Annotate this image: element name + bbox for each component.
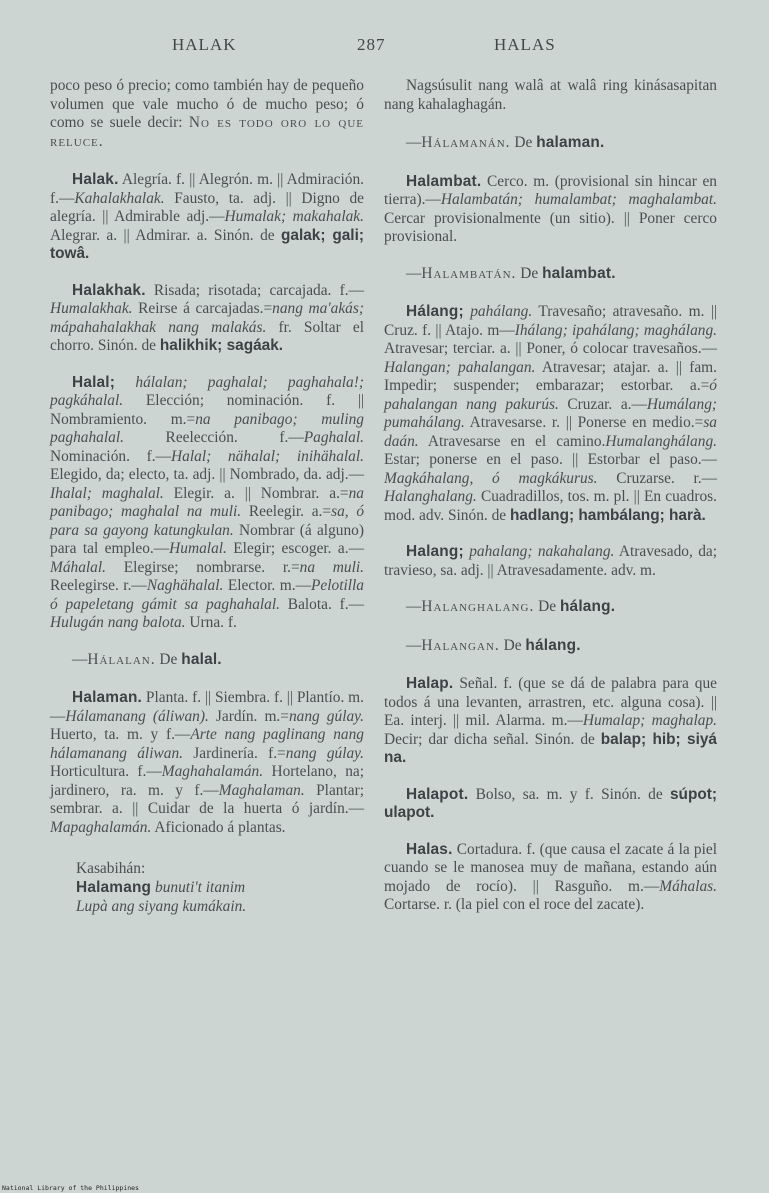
- cross-ref-halamanan: —Hálamanán. De halaman.: [406, 134, 605, 151]
- synonyms: balap; hib; siyá na.: [384, 730, 717, 766]
- entry-halapot: Halapot. Bolso, sa. m. y f. Sinón. de súpot; ulapot.: [384, 785, 717, 821]
- headword: Halak.: [72, 171, 119, 188]
- left-column: [50, 77, 364, 916]
- cross-ref-halalan: —Hálalan. De halal.: [72, 650, 222, 668]
- proverb-quote: No es todo oro lo que reluce.: [50, 114, 365, 150]
- scan-credit: National Library of the Philippines: [2, 1184, 139, 1192]
- cross-ref-halangan: —Halangan. De hálang.: [406, 636, 581, 654]
- headword: Halap.: [406, 675, 454, 692]
- running-head-right: HALAS: [494, 35, 556, 54]
- headword: Halambat.: [406, 172, 482, 190]
- synonyms: galak; gali; towâ.: [50, 226, 364, 262]
- page-number: 287: [357, 35, 386, 54]
- entry-halas: Halas. Cortadura. f. (que causa el zacate á la piel cuando se le manosea muy de mañana, estando aún mojado de rocío). || Rasguño. m.—Máhalas. Cortarse. r. (la piel con el roce del zacate).: [384, 840, 717, 913]
- entry-halang: Hálang; pahálang. Travesaño; atravesaño. m. || Cruz. f. || Atajo. m—Ihálang; ipahálang; maghálang. Atravesar; terciar. a. || Poner, ó colocar travesaños.—Halangan; pahalangan. Atravesar; atajar. a. || fam. Impedir; suspender; embarazar; estorbar. a.=ó pahalangan nang pakurús. Cruzar. a.—Humálang; pumahálang. Atravesarse. r. || Ponerse en medio.=sa daán. Atravesarse en el camino.Humalanghálang. Estar; ponerse en el paso. || Estorbar el paso.—Magkáhalang, ó magkákurus. Cruzarse. r.—Halanghalang. Cuadradillos, tos. m. pl. || En cuadros. mod. adv. Sinón. de hadlang; hambálang; harà.: [384, 303, 718, 524]
- entry-halap: Halap. Señal. f. (que se dá de palabra para que todos á una levanten, arrastren, etc. alguna cosa). || Ea. interj. || mil. Alarma. m.—Humalap; maghalap. Decir; dar dicha señal. Sinón. de balap; hib; siyá na.: [384, 675, 717, 766]
- synonyms: hadlang; hambálang; harà.: [509, 506, 706, 524]
- headword: Halakhak.: [72, 281, 146, 299]
- proverb-line-1: Halamang bunuti't itanim: [76, 879, 246, 896]
- proverb-block: [76, 859, 364, 916]
- cross-ref-target: halaman.: [536, 134, 605, 151]
- proverb-line-2: Lupà ang siyang kumákain.: [76, 898, 247, 915]
- running-head-left: HALAK: [172, 35, 237, 54]
- headword: Halas.: [406, 840, 453, 858]
- headword: Halal;: [72, 373, 116, 391]
- headword: Halang;: [406, 543, 464, 560]
- entry-halambat: Halambat. Cerco. m. (provisional sin hincar en tierra).—Halambatán; humalambat; maghalambat. Cercar provisionalmente (un sitio). || Poner cerco provisional.: [384, 172, 717, 245]
- entry-halak: Halak. Alegría. f. || Alegrón. m. || Admiración. f.—Kahalakhalak. Fausto, ta. adj. || Digno de alegría. || Admirable adj.—Humalak; makahalak. Alegrar. a. || Admirar. a. Sinón. de galak; gali; towâ.: [50, 171, 364, 262]
- cross-ref-target: halambat.: [542, 264, 616, 282]
- entry-halakhak: Halakhak. Risada; risotada; carcajada. f.—Humalakhak. Reirse á carcajadas.=nang ma'akás; mápahahalakhak nang malakás. fr. Soltar el chorro. Sinón. de halikhik; sagáak.: [50, 281, 364, 354]
- cross-ref-target: hálang.: [525, 636, 581, 654]
- proverb-label: Kasabihán:: [76, 860, 146, 877]
- entry-halaman: Halaman. Planta. f. || Siembra. f. || Plantío. m.—Hálamanang (áliwan). Jardín. m.=nang gúlay. Huerto, ta. m. y f.—Arte nang paglinang nang hálamanang áliwan. Jardinería. f.=nang gúlay. Horticultura. f.—Maghahalamán. Hortelano, na; jardinero, ra. m. y f.—Maghalaman. Plantar; sembrar. a. || Cuidar de la huerta ó jardín.—Mapaghalamán. Aficionado á plantas.: [50, 689, 365, 836]
- cross-ref-halambatan: —Halambatán. De halambat.: [406, 264, 616, 282]
- headword: Halaman.: [72, 689, 143, 706]
- entry-halal: Halal; hálalan; paghalal; paghahala!; pagkáhalal. Elección; nominación. f. || Nombramiento. m.=na panibago; muling paghahalal. Reelección. f.—Paghalal. Nominación. f.—Halal; nähalal; inihähalal. Elegido, da; electo, ta. adj. || Nombrado, da. adj.—Ihalal; maghalal. Elegir. a. || Nombrar. a.=na panibago; maghalal na muli. Reelegir. a.=sa, ó para sa gayong katungkulan. Nombrar (á alguno) para tal empleo.—Humalal. Elegir; escoger. a.—Máhalal. Elegirse; nombrarse. r.=na muli. Reelegirse. r.—Naghähalal. Elector. m.—Pelotilla ó papeletang gámit sa paghahalal. Balota. f.—Hulugán nang balota. Urna. f.: [50, 373, 365, 631]
- right-column: [384, 77, 717, 933]
- cross-ref-halanghalang: —Halanghalang. De hálang.: [406, 598, 616, 615]
- synonyms: súpot; ulapot.: [384, 785, 717, 821]
- cross-ref-target: hálang.: [559, 598, 616, 615]
- entry-halang-adj: Halang; pahalang; nakahalang. Atravesado, da; travieso, sa. adj. || Atravesadamente. adv. m.: [384, 543, 717, 579]
- continued-proverb-text: Nagsúsulit nang walâ at walâ ring kinásasapitan nang kahalaghagán.: [384, 77, 717, 113]
- headword: Hálang;: [406, 303, 464, 320]
- synonyms: halikhik; sagáak.: [159, 337, 284, 354]
- cross-ref-target: halal.: [181, 650, 222, 668]
- continued-entry: poco peso ó precio; como también hay de pequeño volumen que vale mucho ó de mucho peso; ó como se suele decir: No es todo oro lo que reluce.: [50, 77, 365, 150]
- headword: Halapot.: [406, 785, 469, 803]
